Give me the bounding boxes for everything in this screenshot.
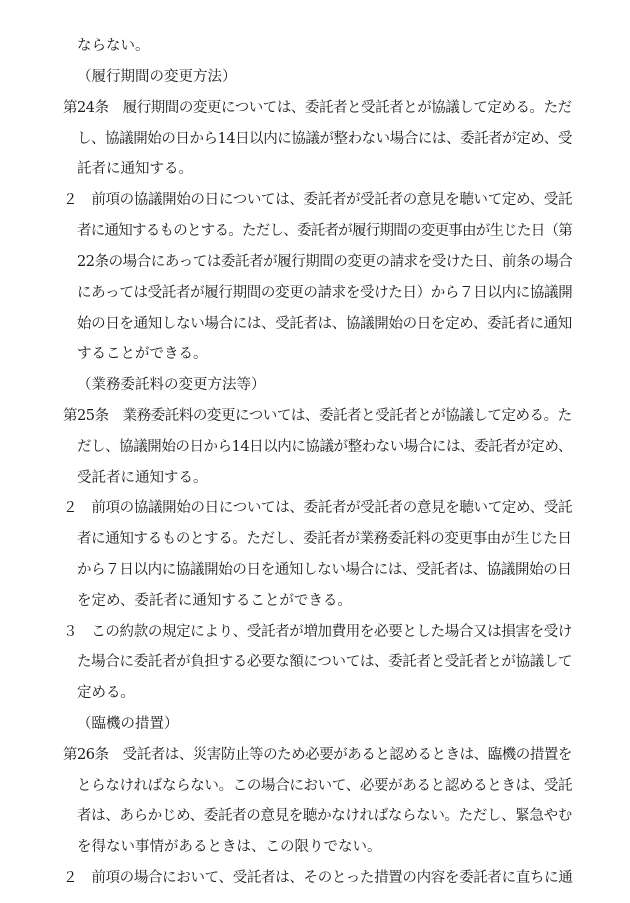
paragraph-2-line: ２ 前項の協議開始の日については、委託者が受託者の意見を聴いて定め、受託 [63, 192, 573, 208]
paragraph-3-line: ３ この約款の規定により、受託者が増加費用を必要とした場合又は損害を受け [63, 624, 573, 640]
text-line: し、協議開始の日から14日以内に協議が整わない場合には、委託者が定め、受 [77, 131, 572, 147]
text-line: 定める。 [77, 685, 135, 701]
text-line: 者に通知するものとする。ただし、委託者が履行期間の変更事由が生じた日（第 [77, 223, 572, 239]
paragraph-2-line: ２ 前項の協議開始の日については、委託者が受託者の意見を聴いて定め、受託 [63, 500, 573, 516]
text-line: た場合に委託者が負担する必要な額については、委託者と受託者とが協議して [77, 654, 573, 670]
paragraph-2-line: ２ 前項の場合において、受託者は、そのとった措置の内容を委託者に直ちに通 [63, 870, 573, 886]
text-line: 者に通知するものとする。ただし、委託者が業務委託料の変更事由が生じた日 [77, 531, 572, 547]
text-line: とらなければならない。この場合において、必要があると認めるときは、受託 [77, 778, 573, 794]
text-line: することができる。 [77, 346, 208, 362]
article-25-line: 第25条 業務委託料の変更については、委託者と受託者とが協議して定める。た [63, 408, 572, 424]
text-line: 受託者に通知する。 [77, 470, 208, 486]
section-heading-emergency: （臨機の措置） [77, 716, 179, 732]
text-line: 者は、あらかじめ、委託者の意見を聴かなければならない。ただし、緊急やむ [77, 808, 572, 824]
text-line: だし、協議開始の日から14日以内に協議が整わない場合には、委託者が定め、 [77, 439, 572, 455]
text-line: から７日以内に協議開始の日を通知しない場合には、受託者は、協議開始の日 [77, 562, 572, 578]
text-line: 始の日を通知しない場合には、受託者は、協議開始の日を定め、委託者に通知 [77, 316, 572, 332]
text-line: 22条の場合にあっては委託者が履行期間の変更の請求を受けた日、前条の場合 [77, 254, 573, 270]
article-24-line: 第24条 履行期間の変更については、委託者と受託者とが協議して定める。ただ [63, 100, 572, 116]
text-line: を得ない事情があるときは、この限りでない。 [77, 839, 382, 855]
text-line: にあっては受託者が履行期間の変更の請求を受けた日）から７日以内に協議開 [77, 285, 573, 301]
section-heading-fee-change: （業務委託料の変更方法等） [77, 377, 266, 393]
text-line: ならない。 [77, 38, 150, 54]
text-line: 託者に通知する。 [77, 161, 193, 177]
article-26-line: 第26条 受託者は、災害防止等のため必要があると認めるときは、臨機の措置を [63, 747, 572, 763]
text-line: を定め、委託者に通知することができる。 [77, 593, 352, 609]
section-heading-term-change: （履行期間の変更方法） [77, 69, 237, 85]
